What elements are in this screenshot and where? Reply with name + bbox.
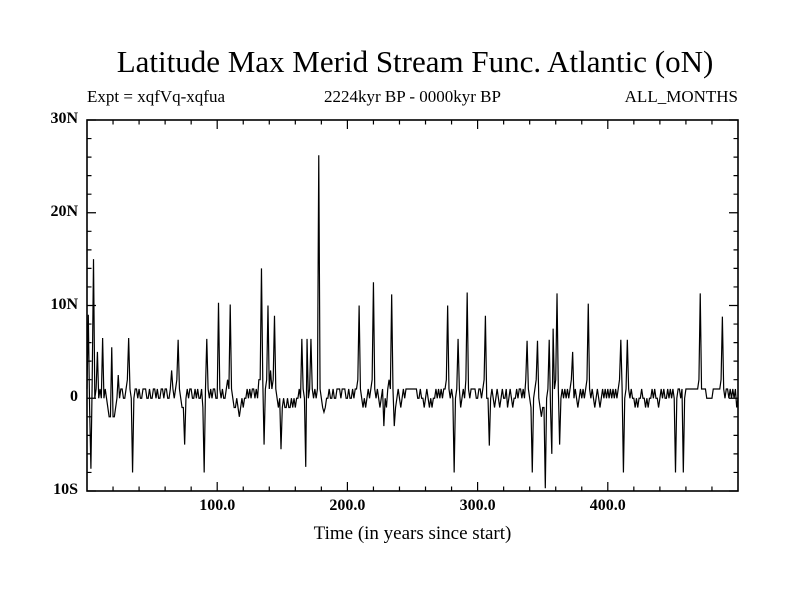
date-range-label: 2224kyr BP - 0000kyr BP	[324, 87, 501, 106]
months-label: ALL_MONTHS	[624, 87, 738, 106]
x-tick-label: 100.0	[199, 497, 236, 514]
y-tick-label: 10S	[53, 481, 78, 498]
experiment-label: Expt = xqfVq-xqfua	[87, 87, 226, 106]
y-tick-label: 0	[70, 388, 78, 406]
chart-title: Latitude Max Merid Stream Func. Atlantic (oN)	[116, 44, 714, 79]
x-tick-label: 300.0	[459, 497, 496, 514]
x-axis-title: Time (in years since start)	[313, 523, 512, 544]
y-tick-label: 10N	[50, 295, 78, 313]
x-tick-label: 200.0	[329, 497, 366, 514]
x-tick-label: 400.0	[589, 497, 626, 514]
y-tick-label: 20N	[50, 202, 78, 220]
y-tick-label: 30N	[50, 110, 78, 127]
series-line	[87, 155, 738, 488]
